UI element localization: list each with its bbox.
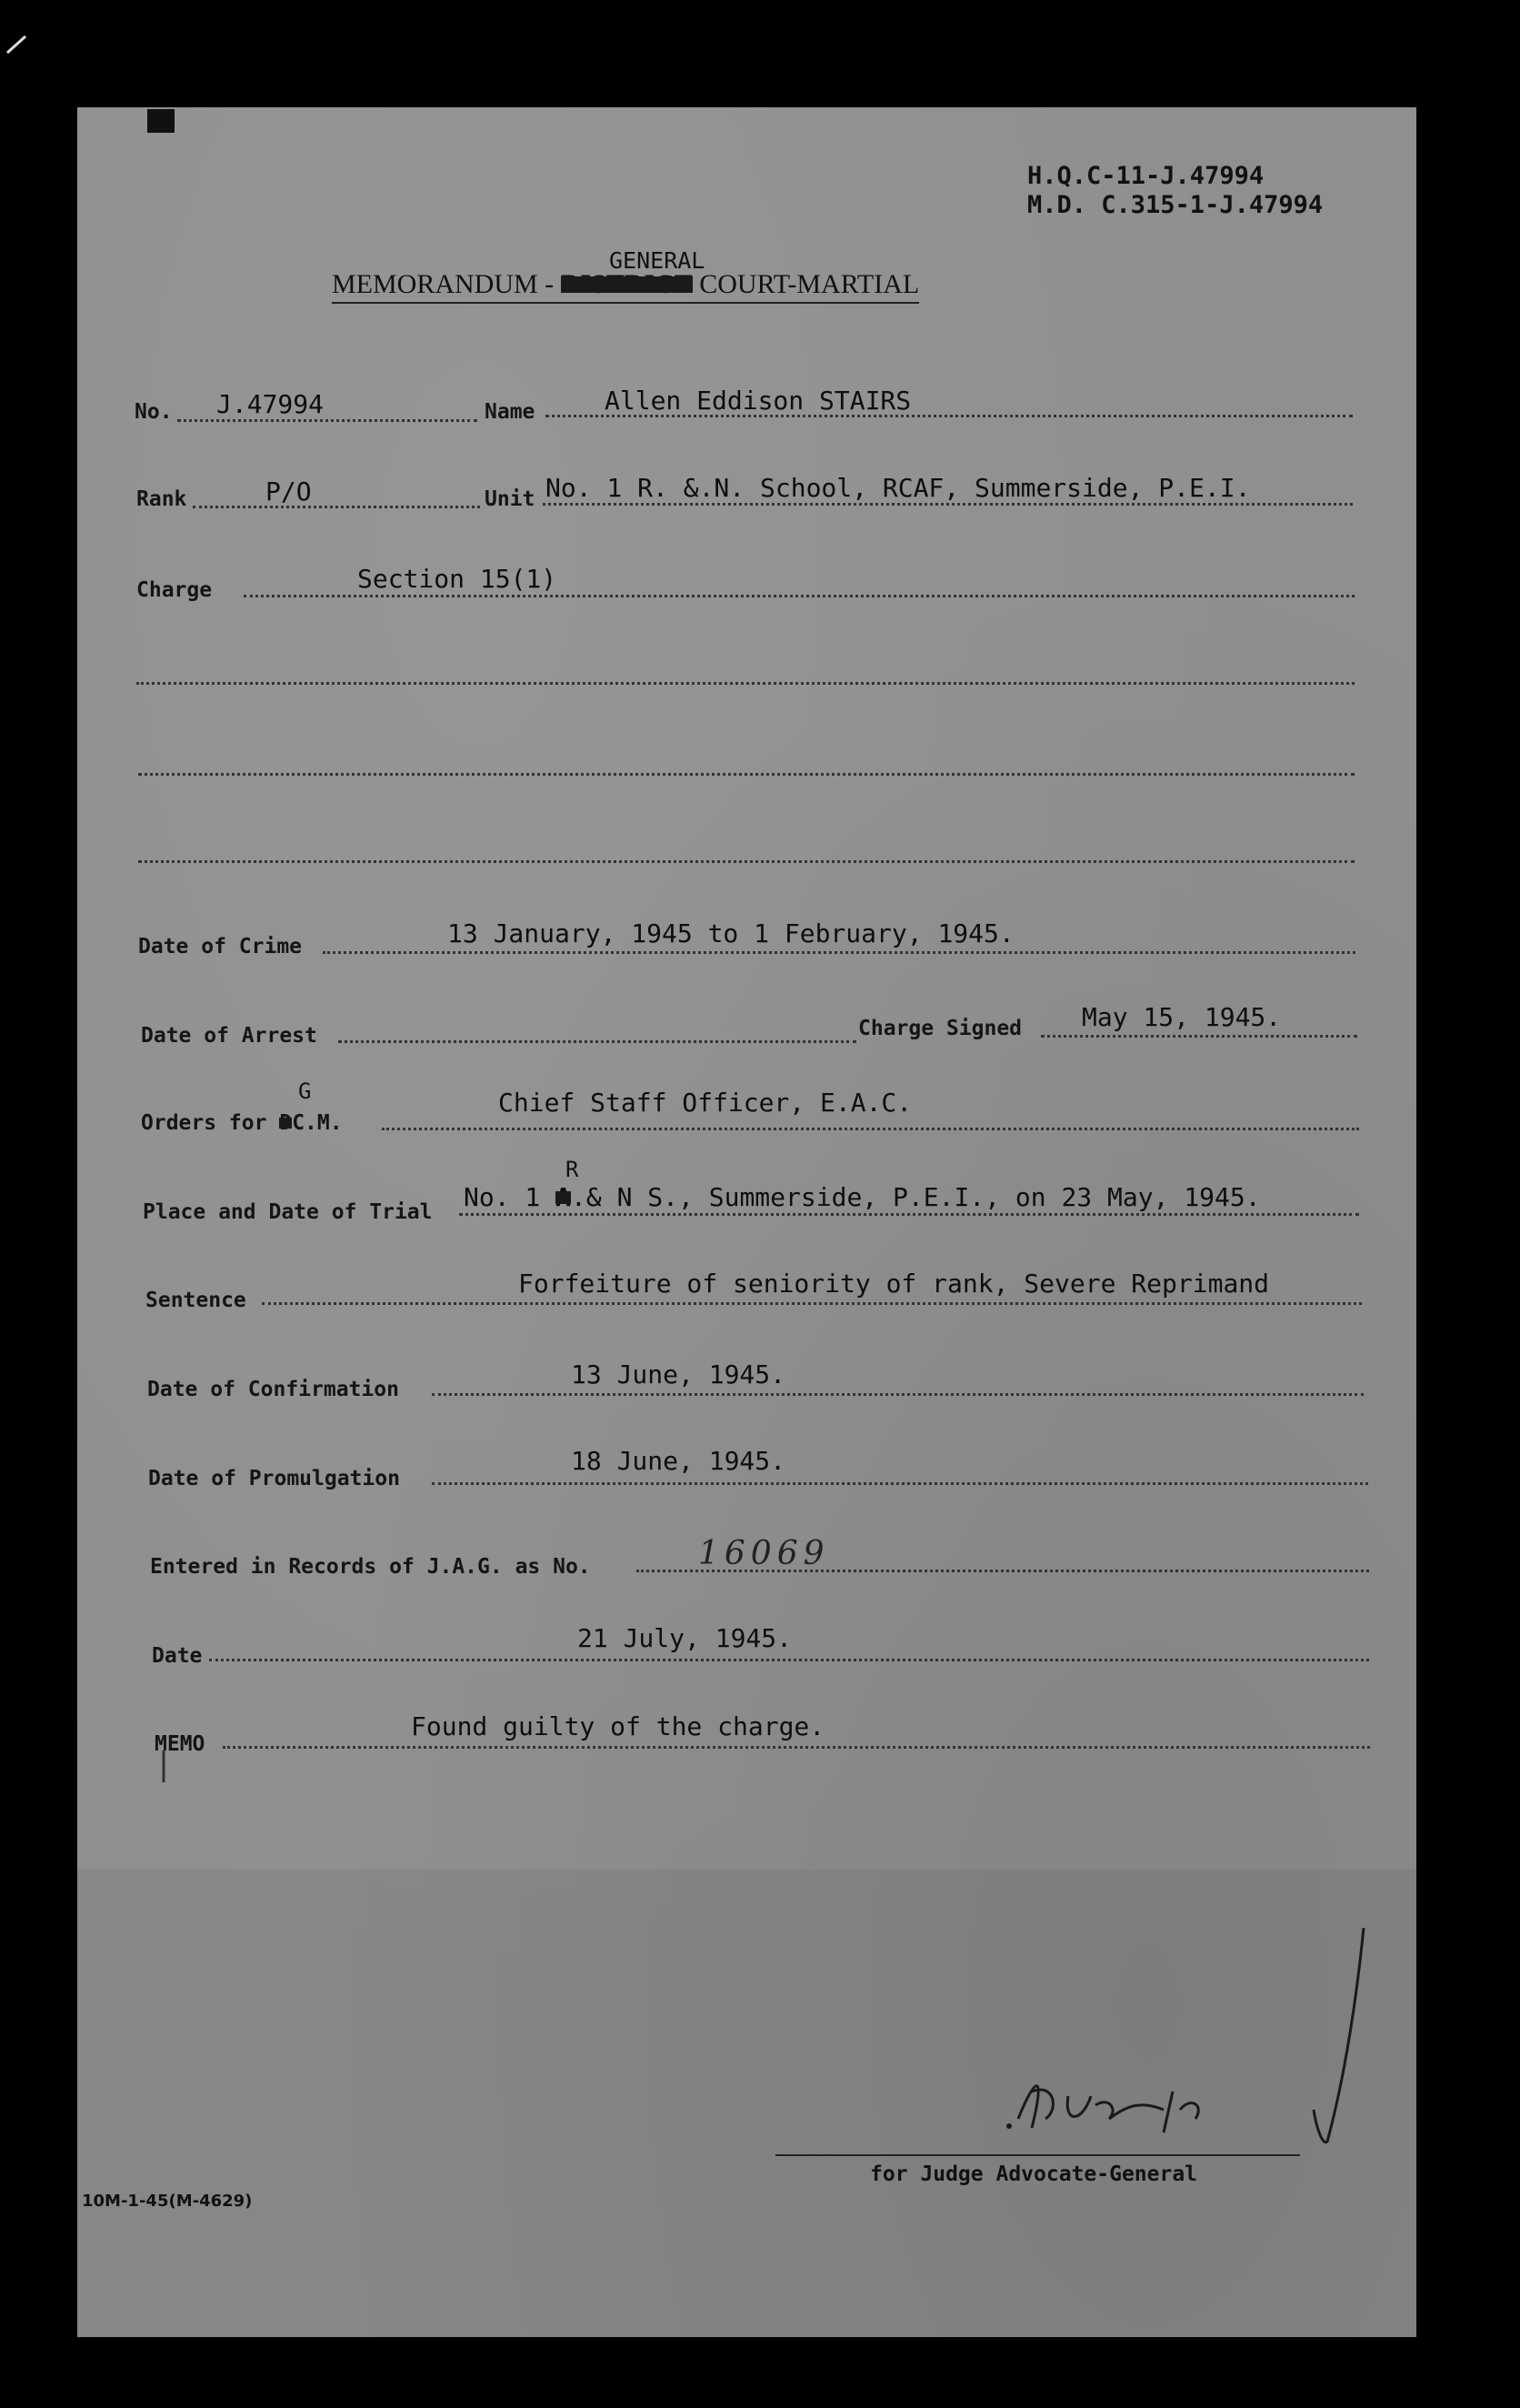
date-value: 21 July, 1945.	[577, 1623, 793, 1653]
orders-value: Chief Staff Officer, E.A.C.	[498, 1088, 913, 1118]
charge-dots-4	[138, 860, 1355, 863]
title-prefix: MEMORANDUM -	[332, 269, 555, 299]
memo-dots	[223, 1746, 1370, 1749]
no-value: J.47994	[216, 389, 325, 419]
name-value: Allen Eddison STAIRS	[605, 386, 912, 416]
date-dots	[209, 1659, 1369, 1661]
form-code: 10M-1-45(M-4629)	[82, 2192, 253, 2211]
unit-dots	[543, 503, 1353, 506]
title-suffix: COURT-MARTIAL	[699, 269, 920, 299]
place-label: Place and Date of Trial	[143, 1200, 433, 1224]
frame-scratch	[0, 0, 36, 64]
charge-signed-value: May 15, 1945.	[1082, 1002, 1282, 1032]
sentence-dots	[262, 1302, 1362, 1305]
place-dots	[459, 1213, 1359, 1216]
charge-value: Section 15(1)	[357, 564, 557, 594]
confirmation-label: Date of Confirmation	[147, 1378, 399, 1401]
charge-label: Charge	[136, 578, 213, 602]
check-mark	[1273, 1910, 1373, 2155]
reference-number-hq: H.Q.C-11-J.47994	[1027, 162, 1265, 190]
margin-tick	[159, 1751, 168, 1787]
confirmation-value: 13 June, 1945.	[571, 1360, 786, 1390]
place-insert-letter: R	[565, 1157, 579, 1182]
no-dots	[177, 419, 477, 422]
name-label: Name	[485, 400, 535, 424]
title-insert-general: GENERAL	[609, 247, 705, 274]
sentence-value: Forfeiture of seniority of rank, Severe Reprimand	[518, 1269, 1270, 1299]
signature-line	[775, 2154, 1300, 2156]
title-struck-word	[561, 269, 693, 299]
date-of-crime-dots	[323, 951, 1355, 954]
date-label: Date	[152, 1644, 203, 1668]
unit-value: No. 1 R. &.N. School, RCAF, Summerside, P.E.I.	[545, 473, 1251, 503]
promulgation-dots	[432, 1482, 1368, 1485]
no-label: No.	[135, 400, 173, 424]
unit-label: Unit	[485, 487, 535, 511]
charge-dots-3	[138, 773, 1355, 776]
handwritten-signature	[982, 2055, 1282, 2155]
sentence-label: Sentence	[145, 1289, 246, 1312]
orders-label: Orders for C.M.	[141, 1111, 343, 1135]
punch-hole-mark	[147, 109, 175, 133]
date-of-arrest-dots	[338, 1040, 856, 1043]
reference-number-md: M.D. C.315-1-J.47994	[1027, 191, 1324, 219]
confirmation-dots	[432, 1393, 1364, 1396]
jag-value-handwritten: 16069	[698, 1535, 830, 1572]
promulgation-label: Date of Promulgation	[148, 1467, 400, 1490]
memo-label: MEMO	[155, 1732, 205, 1756]
signature-caption: for Judge Advocate-General	[870, 2162, 1198, 2186]
place-value: No. 1 .& N S., Summerside, P.E.I., on 23 May, 1945.	[464, 1182, 1261, 1212]
charge-signed-label: Charge Signed	[858, 1017, 1023, 1040]
memo-value: Found guilty of the charge.	[411, 1711, 825, 1741]
orders-dots	[382, 1128, 1359, 1130]
rank-dots	[193, 506, 480, 508]
date-of-arrest-label: Date of Arrest	[141, 1024, 317, 1048]
page-title	[332, 269, 919, 304]
date-of-crime-label: Date of Crime	[138, 935, 303, 958]
charge-dots	[244, 595, 1355, 597]
charge-signed-dots	[1041, 1035, 1357, 1038]
orders-insert-letter: G	[298, 1079, 312, 1104]
date-of-crime-value: 13 January, 1945 to 1 February, 1945.	[447, 918, 1015, 948]
promulgation-value: 18 June, 1945.	[571, 1446, 786, 1476]
jag-label: Entered in Records of J.A.G. as No.	[150, 1555, 591, 1579]
charge-dots-2	[136, 682, 1355, 685]
rank-value: P/O	[265, 477, 312, 507]
rank-label: Rank	[136, 487, 187, 511]
